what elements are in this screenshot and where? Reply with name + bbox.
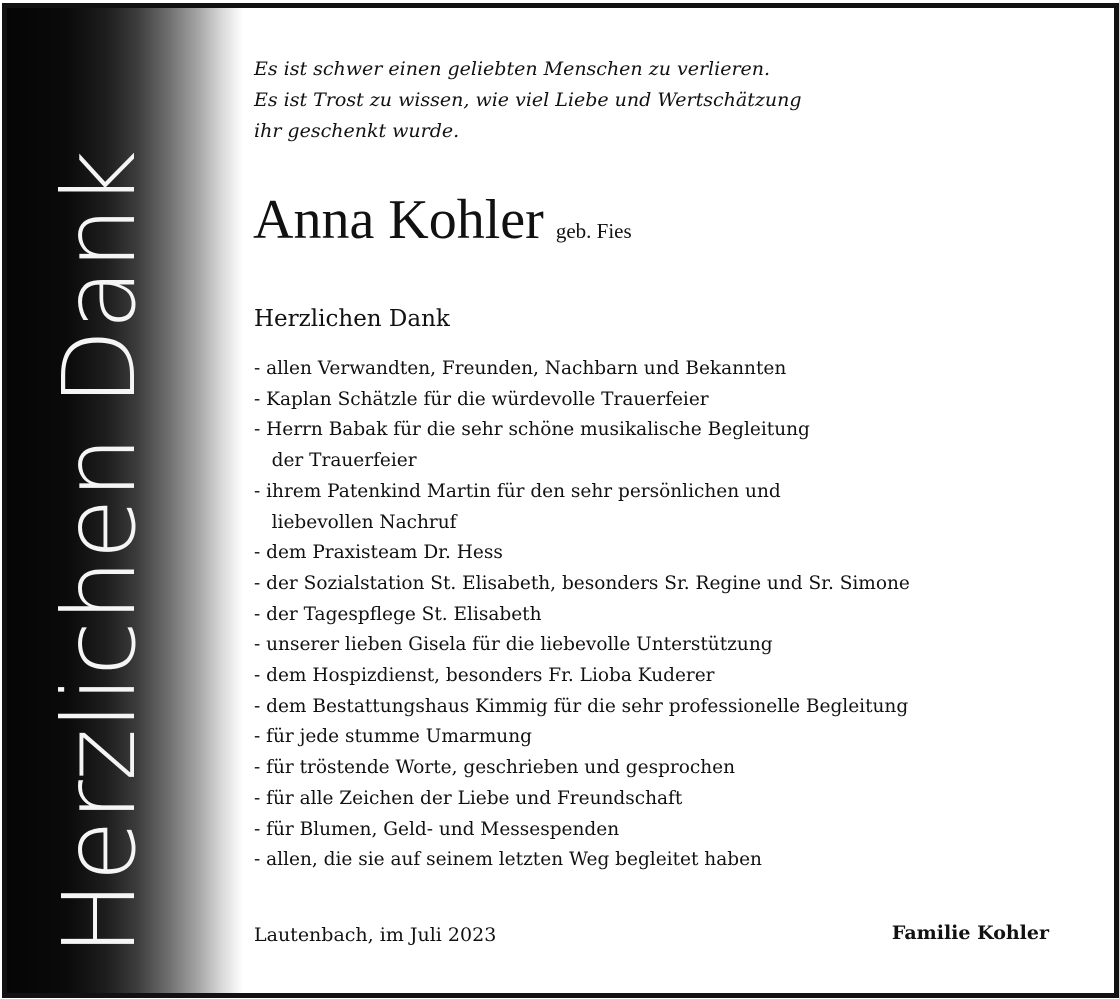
list-item: - dem Praxisteam Dr. Hess (254, 542, 503, 564)
signature: Familie Kohler (891, 922, 1049, 944)
place-date: Lautenbach, im Juli 2023 (254, 924, 497, 946)
list-item: - der Sozialstation St. Elisabeth, besonders Sr. Regine und Sr. Simone (254, 572, 910, 594)
name-line (253, 188, 632, 252)
list-item: - allen Verwandten, Freunden, Nachbarn und Bekannten (254, 358, 787, 379)
list-item: der Trauerfeier (254, 450, 417, 472)
list-item: - dem Hospizdienst, besonders Fr. Lioba Kuderer (254, 665, 715, 687)
list-item: - für jede stumme Umarmung (254, 726, 532, 748)
quote-line: Es ist Trost zu wissen, wie viel Liebe und Wertschätzung (254, 89, 802, 111)
deceased-name: Anna Kohler (253, 189, 544, 251)
list-item: - allen, die sie auf seinem letzten Weg begleitet haben (254, 849, 762, 871)
list-item: liebevollen Nachruf (254, 511, 457, 533)
list-item: - für Blumen, Geld- und Messespenden (254, 818, 620, 840)
maiden-name: geb. Fies (555, 219, 632, 243)
list-item: - ihrem Patenkind Martin für den sehr persönlichen und (254, 480, 781, 502)
list-item: - Herrn Babak für die sehr schöne musikalische Begleitung (254, 419, 810, 441)
list-item: - für alle Zeichen der Liebe und Freundschaft (254, 787, 683, 809)
thanks-list (254, 354, 910, 876)
list-item: - der Tagespflege St. Elisabeth (254, 603, 542, 625)
side-title: Herzlichen Dank (41, 150, 158, 956)
list-item: - dem Bestattungshaus Kimmig für die sehr professionelle Begleitung (254, 695, 909, 717)
quote-line: Es ist schwer einen geliebten Menschen zu verlieren. (254, 58, 771, 80)
thanks-heading: Herzlichen Dank (254, 306, 450, 332)
list-item: - für tröstende Worte, geschrieben und gesprochen (254, 757, 736, 779)
list-item: - unserer lieben Gisela für die liebevolle Unterstützung (254, 634, 773, 656)
list-item: - Kaplan Schätzle für die würdevolle Trauerfeier (254, 388, 709, 410)
quote-block (254, 54, 802, 147)
quote-line: ihr geschenkt wurde. (254, 120, 460, 142)
